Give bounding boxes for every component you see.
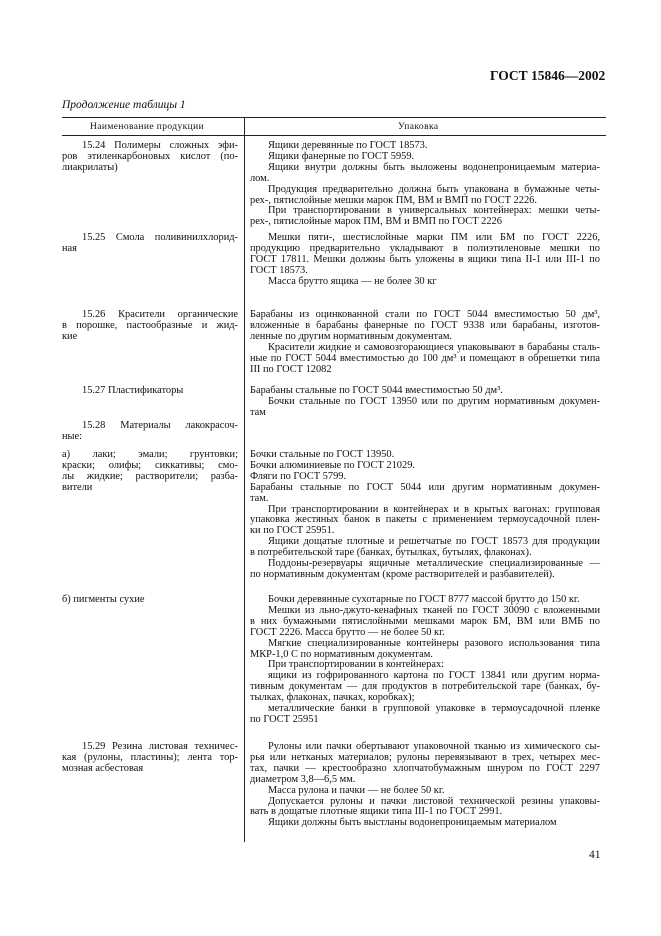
pack-line: Фляги по ГОСТ 5799. (250, 470, 347, 482)
name-line: лы жидкие; растворители; разба- (62, 470, 238, 482)
pack-line: тылках, флаконах, пачках, коробках); (250, 692, 415, 704)
table-row-name (62, 450, 238, 494)
pack-line: по ГОСТ 25951 (250, 713, 319, 725)
table-row-name (62, 595, 238, 606)
pack-line: в потребительской таре (банках, бутылках, бутылях, флаконах). (250, 547, 532, 559)
pack-line: Поддоны-резервуары ящичные металлические специализированные — (268, 558, 600, 570)
pack-line: Барабаны стальные по ГОСТ 5044 вместимостью 50 дм³. (250, 385, 503, 396)
table-continuation-label: Продолжение таблицы 1 (62, 99, 186, 111)
pack-line: Масса брутто ящика — не более 30 кг (268, 275, 437, 287)
name-line: 15.28 Материалы лакокрасоч- (82, 420, 238, 431)
name-line: ная (62, 242, 77, 254)
pack-line: Барабаны из оцинкованной стали по ГОСТ 5044 вместимостью 50 дм³, (250, 309, 600, 320)
table-column-divider (244, 117, 245, 842)
pack-line: вложенные в барабаны фанерные по ГОСТ 9338 или барабаны, изготов- (250, 319, 600, 331)
table-row-name (62, 742, 238, 775)
pack-line: Красители жидкие и самовозгорающиеся упаковывают в барабаны сталь- (268, 341, 600, 353)
pack-line: рья или нетканых материалов; рулоны перевязывают в трех, четырех мес- (250, 751, 600, 763)
pack-line: При транспортировании в контейнерах: (268, 659, 445, 671)
pack-line: Продукция предварительно должна быть упакована в бумажные четы- (268, 183, 600, 195)
pack-line: там (250, 406, 266, 418)
table-row-packaging (250, 141, 600, 228)
table-row-packaging (250, 595, 600, 726)
name-line: 15.29 Резина листовая техничес- (82, 741, 238, 752)
pack-line: Ящики фанерные по ГОСТ 5959. (268, 150, 415, 162)
pack-line: Ящики должны быть выстланы водонепроницаемым материалом (268, 817, 557, 829)
name-line: 15.24 Полимеры сложных эфи- (82, 140, 238, 151)
table-row-packaging (250, 742, 600, 829)
name-line: краски; олифы; сиккативы; смо- (62, 459, 238, 471)
column-header-packaging: Упаковка (398, 122, 439, 132)
column-header-product: Наименование продукции (90, 122, 205, 132)
pack-line: ные по ГОСТ 5044 вместимостью до 100 дм³ и помещают в обрешетки типа (250, 352, 600, 364)
pack-line: рех-, пятислойные марок ПМ, ВМ и ВМП по ГОСТ 2226 (250, 216, 502, 228)
pack-line: рех-, пятислойные мешки марок ПМ, ВМ и ВМП по ГОСТ 2226. (250, 194, 537, 206)
table-row-name (62, 310, 238, 343)
table-row-packaging (250, 233, 600, 288)
pack-line: ящики из гофрированного картона по ГОСТ 13841 или другим норма- (268, 670, 600, 682)
pack-line: упаковка жестяных банок в пакеты с применением термоусадочной плен- (250, 514, 600, 526)
pack-line: Мешки пяти-, шестислойные марки ПМ или БМ по ГОСТ 2226, (268, 232, 600, 243)
name-line: 15.27 Пластификаторы (82, 385, 184, 396)
pack-line: III по ГОСТ 12082 (250, 363, 332, 375)
pack-line: Бочки деревянные сухотарные по ГОСТ 8777 массой брутто до 150 кг. (268, 594, 580, 605)
table-row-packaging (250, 310, 600, 375)
pack-line: Мешки из льно-джуто-кенафных тканей по ГОСТ 30090 с вложенными (268, 604, 600, 616)
pack-line: При транспортировании в контейнерах и в крытых вагонах: групповая (268, 503, 600, 515)
pack-line: по нормативным документам (кроме растворителей и разбавителей). (250, 568, 555, 580)
pack-line: При транспортировании в универсальных контейнерах: мешки четы- (268, 205, 600, 217)
pack-line: в них бумажными пятислойными мешками марок БМ, ВМ или ВМБ по (250, 615, 600, 627)
table-top-rule (62, 117, 606, 118)
name-line: б) пигменты сухие (62, 594, 145, 605)
name-line: в порошке, пастообразные и жид- (62, 319, 238, 331)
table-row-name (62, 421, 238, 443)
document-header: ГОСТ 15846—2002 (490, 68, 606, 83)
pack-line: Допускается рулоны и пачки листовой технической резины упаковы- (268, 795, 600, 807)
name-line: а) лаки; эмали; грунтовки; (62, 449, 238, 460)
pack-line: Бочки стальные по ГОСТ 13950. (250, 449, 395, 460)
pack-line: ГОСТ 17811. Мешки должны быть уложены в ящики типа II-1 или III-1 по (250, 253, 600, 265)
table-row-name (62, 141, 238, 174)
pack-line: металлические банки в групповой упаковке в термоусадочной пленке (268, 703, 600, 715)
pack-line: Рулоны или пачки обертывают упаковочной тканью из химического сы- (268, 741, 600, 752)
pack-line: Барабаны стальные по ГОСТ 5044 или другим нормативным докумен- (250, 481, 600, 493)
name-line: 15.25 Смола поливинилхлорид- (82, 232, 238, 243)
pack-line: диаметром 3,8—6,5 мм. (250, 773, 356, 785)
pack-line: Мягкие специализированные контейнеры разового использования типа (268, 637, 600, 649)
pack-line: ки по ГОСТ 25951. (250, 525, 335, 537)
table-row-packaging (250, 450, 600, 581)
name-line: кая (рулоны, пластины); лента тор- (62, 751, 238, 763)
pack-line: МКР-1,0 С по нормативным документам. (250, 648, 433, 660)
name-line: вители (62, 481, 93, 493)
pack-line: ГОСТ 18573. (250, 264, 308, 276)
pack-line: лом. (250, 172, 270, 184)
pack-line: Ящики дощатые плотные и решетчатые по ГОСТ 18573 для продукции (268, 536, 600, 548)
name-line: мозная асбестовая (62, 762, 144, 774)
name-line: ров этиленкарбоновых кислот (по- (62, 150, 238, 162)
name-line: ные: (62, 430, 83, 442)
pack-line: Масса рулона и пачки — не более 50 кг. (268, 784, 445, 796)
table-row-packaging (250, 386, 600, 419)
pack-line: ленные по другим нормативным документам. (250, 330, 453, 342)
pack-line: там. (250, 492, 269, 504)
pack-line: тах, пачки — крестообразно хлопчатобумажным шнуром по ГОСТ 2297 (250, 762, 600, 774)
pack-line: вать в дощатые плотные ящики типа III-1 по ГОСТ 2991. (250, 806, 503, 818)
pack-line: Бочки стальные по ГОСТ 13950 или по другим нормативным докумен- (268, 395, 600, 407)
pack-line: ГОСТ 2226. Масса брутто — не более 50 кг. (250, 626, 445, 638)
name-line: 15.26 Красители органические (82, 309, 238, 320)
pack-line: тивным документам — для продуктов в потребительской таре (банках, бу- (250, 681, 600, 693)
name-line: лиакрилаты) (62, 161, 118, 173)
name-line: кие (62, 330, 78, 342)
pack-line: продукцию предварительно укладывают в полиэтиленовые мешки по (250, 242, 600, 254)
pack-line: Бочки алюминиевые по ГОСТ 21029. (250, 459, 415, 471)
pack-line: Ящики внутри должны быть выложены водонепроницаемым материа- (268, 161, 600, 173)
page-number: 41 (589, 849, 601, 861)
table-row-name (62, 386, 238, 397)
table-row-name (62, 233, 238, 255)
table-header-rule (62, 135, 606, 136)
pack-line: Ящики деревянные по ГОСТ 18573. (268, 140, 428, 151)
